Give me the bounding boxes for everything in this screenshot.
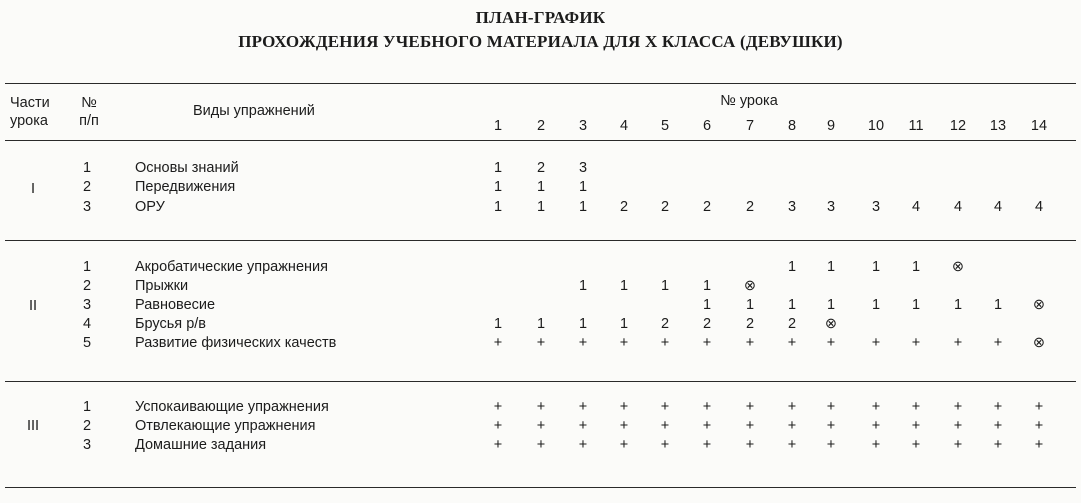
plus-mark: + (826, 335, 836, 351)
assessment-mark: ⊗ (1032, 335, 1046, 351)
exercise-name: Успокаивающие упражнения (135, 399, 329, 415)
plus-mark: + (745, 418, 755, 434)
hours-cell: 1 (826, 297, 836, 313)
hours-cell: 1 (660, 278, 670, 294)
row-number: 3 (82, 437, 92, 453)
lesson-header-11: 11 (908, 118, 924, 134)
plus-mark: + (787, 399, 797, 415)
plus-mark: + (871, 437, 881, 453)
section-divider-1 (5, 240, 1076, 241)
plus-mark: + (953, 437, 963, 453)
exercise-name: Отвлекающие упражнения (135, 418, 316, 434)
hours-cell: 1 (578, 179, 588, 195)
hours-cell: 2 (745, 199, 755, 215)
hours-cell: 1 (493, 160, 503, 176)
hours-cell: 1 (702, 297, 712, 313)
plus-mark: + (702, 335, 712, 351)
row-number: 2 (82, 418, 92, 434)
plus-mark: + (619, 335, 629, 351)
plus-mark: + (536, 418, 546, 434)
lesson-header-6: 6 (702, 118, 712, 134)
plus-mark: + (826, 437, 836, 453)
plus-mark: + (911, 335, 921, 351)
hours-cell: 2 (702, 199, 712, 215)
header-num-line2: п/п (79, 113, 99, 129)
plus-mark: + (660, 335, 670, 351)
row-number: 3 (82, 199, 92, 215)
header-num-line1: № (81, 95, 97, 111)
plus-mark: + (911, 437, 921, 453)
exercise-name: Домашние задания (135, 437, 267, 453)
plus-mark: + (787, 437, 797, 453)
part-label-III: III (26, 418, 40, 434)
plus-mark: + (660, 437, 670, 453)
plus-mark: + (911, 399, 921, 415)
hours-cell: 2 (536, 160, 546, 176)
section-divider-2 (5, 381, 1076, 382)
lesson-header-5: 5 (660, 118, 670, 134)
hours-cell: 2 (702, 316, 712, 332)
plus-mark: + (578, 418, 588, 434)
document-title-line2: ПРОХОЖДЕНИЯ УЧЕБНОГО МАТЕРИАЛА ДЛЯ X КЛАССА (ДЕВУШКИ) (238, 32, 843, 51)
header-parts-line1: Части (10, 95, 50, 111)
plus-mark: + (702, 437, 712, 453)
hours-cell: 1 (619, 278, 629, 294)
row-number: 1 (82, 259, 92, 275)
plus-mark: + (619, 418, 629, 434)
plus-mark: + (993, 399, 1003, 415)
plus-mark: + (536, 399, 546, 415)
hours-cell: 1 (911, 259, 921, 275)
hours-cell: 2 (619, 199, 629, 215)
exercise-name: Основы знаний (135, 160, 239, 176)
part-label-I: I (30, 181, 36, 197)
plus-mark: + (536, 335, 546, 351)
hours-cell: 1 (578, 278, 588, 294)
lesson-header-3: 3 (578, 118, 588, 134)
lesson-header-10: 10 (867, 118, 885, 134)
assessment-mark: ⊗ (1032, 297, 1046, 313)
header-bottom-rule (5, 140, 1076, 141)
assessment-mark: ⊗ (743, 278, 757, 294)
assessment-mark: ⊗ (951, 259, 965, 275)
lesson-header-8: 8 (787, 118, 797, 134)
hours-cell: 2 (787, 316, 797, 332)
plus-mark: + (493, 418, 503, 434)
plus-mark: + (578, 437, 588, 453)
hours-cell: 1 (911, 297, 921, 313)
hours-cell: 2 (660, 316, 670, 332)
hours-cell: 1 (578, 316, 588, 332)
plus-mark: + (745, 437, 755, 453)
plus-mark: + (578, 399, 588, 415)
row-number: 2 (82, 179, 92, 195)
plus-mark: + (619, 399, 629, 415)
plus-mark: + (953, 418, 963, 434)
hours-cell: 1 (787, 259, 797, 275)
lesson-header-7: 7 (745, 118, 755, 134)
hours-cell: 1 (619, 316, 629, 332)
plus-mark: + (871, 335, 881, 351)
plus-mark: + (702, 399, 712, 415)
plus-mark: + (493, 437, 503, 453)
hours-cell: 1 (787, 297, 797, 313)
hours-cell: 4 (993, 199, 1003, 215)
hours-cell: 1 (493, 179, 503, 195)
plus-mark: + (953, 399, 963, 415)
row-number: 2 (82, 278, 92, 294)
plus-mark: + (619, 437, 629, 453)
assessment-mark: ⊗ (824, 316, 838, 332)
header-parts-line2: урока (10, 113, 48, 129)
plus-mark: + (871, 399, 881, 415)
plus-mark: + (493, 399, 503, 415)
hours-cell: 2 (745, 316, 755, 332)
hours-cell: 1 (536, 179, 546, 195)
plus-mark: + (1034, 418, 1044, 434)
plus-mark: + (660, 399, 670, 415)
lesson-header-2: 2 (536, 118, 546, 134)
exercise-name: Брусья р/в (135, 316, 206, 332)
row-number: 4 (82, 316, 92, 332)
exercise-name: ОРУ (135, 199, 165, 215)
hours-cell: 4 (953, 199, 963, 215)
hours-cell: 1 (578, 199, 588, 215)
exercise-name: Развитие физических качеств (135, 335, 337, 351)
plus-mark: + (911, 418, 921, 434)
hours-cell: 1 (871, 297, 881, 313)
hours-cell: 1 (745, 297, 755, 313)
plus-mark: + (536, 437, 546, 453)
exercise-name: Передвижения (135, 179, 236, 195)
hours-cell: 4 (1034, 199, 1044, 215)
plus-mark: + (493, 335, 503, 351)
plus-mark: + (660, 418, 670, 434)
plus-mark: + (993, 418, 1003, 434)
lesson-header-14: 14 (1030, 118, 1048, 134)
row-number: 1 (82, 399, 92, 415)
plus-mark: + (787, 418, 797, 434)
row-number: 3 (82, 297, 92, 313)
hours-cell: 1 (993, 297, 1003, 313)
plus-mark: + (745, 399, 755, 415)
lesson-header-12: 12 (949, 118, 967, 134)
plus-mark: + (993, 437, 1003, 453)
plus-mark: + (745, 335, 755, 351)
hours-cell: 1 (493, 199, 503, 215)
plus-mark: + (826, 399, 836, 415)
hours-cell: 2 (660, 199, 670, 215)
hours-cell: 3 (826, 199, 836, 215)
hours-cell: 1 (826, 259, 836, 275)
lesson-header-13: 13 (989, 118, 1007, 134)
table-bottom-rule (5, 487, 1076, 488)
plus-mark: + (993, 335, 1003, 351)
hours-cell: 1 (953, 297, 963, 313)
document-title-line1: ПЛАН-ГРАФИК (475, 8, 606, 27)
hours-cell: 4 (911, 199, 921, 215)
exercise-name: Равновесие (135, 297, 216, 313)
hours-cell: 3 (871, 199, 881, 215)
plus-mark: + (702, 418, 712, 434)
header-exercise-types: Виды упражнений (193, 103, 315, 119)
exercise-name: Прыжки (135, 278, 189, 294)
lesson-header-9: 9 (826, 118, 836, 134)
hours-cell: 1 (536, 199, 546, 215)
exercise-name: Акробатические упражнения (135, 259, 328, 275)
lesson-header-1: 1 (493, 118, 503, 134)
hours-cell: 1 (702, 278, 712, 294)
header-top-rule (5, 83, 1076, 84)
lesson-header-4: 4 (619, 118, 629, 134)
plus-mark: + (787, 335, 797, 351)
row-number: 5 (82, 335, 92, 351)
part-label-II: II (28, 298, 38, 314)
hours-cell: 3 (787, 199, 797, 215)
plus-mark: + (578, 335, 588, 351)
header-lesson-number: № урока (720, 93, 778, 109)
hours-cell: 3 (578, 160, 588, 176)
plus-mark: + (871, 418, 881, 434)
row-number: 1 (82, 160, 92, 176)
plus-mark: + (1034, 437, 1044, 453)
plus-mark: + (1034, 399, 1044, 415)
hours-cell: 1 (871, 259, 881, 275)
hours-cell: 1 (536, 316, 546, 332)
hours-cell: 1 (493, 316, 503, 332)
plus-mark: + (826, 418, 836, 434)
plus-mark: + (953, 335, 963, 351)
